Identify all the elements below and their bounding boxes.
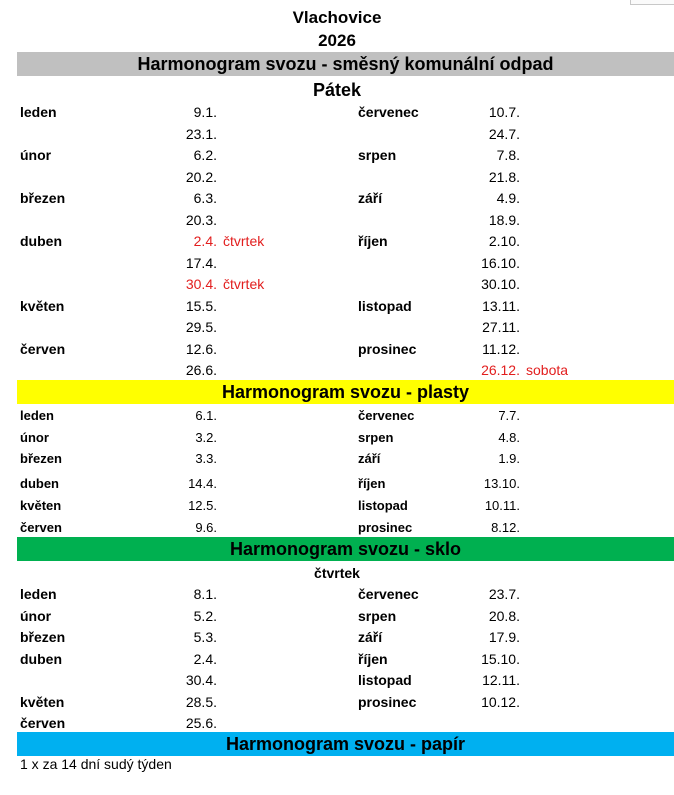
collection-date: 16.10. — [481, 254, 520, 271]
month-label: duben — [20, 476, 59, 491]
collection-date: 27.11. — [482, 319, 520, 335]
collection-date: 8.12. — [491, 520, 520, 535]
collection-date: 13.10. — [483, 476, 520, 491]
collection-date: 4.9. — [496, 190, 520, 206]
collection-date: 9.1. — [193, 104, 217, 120]
collection-date: 13.11. — [482, 297, 520, 314]
month-label: únor — [20, 607, 52, 624]
collection-date: 6.2. — [193, 147, 217, 163]
collection-date: 2.10. — [488, 233, 520, 249]
month-label: srpen — [358, 430, 394, 445]
glass-header: Harmonogram svozu - sklo — [17, 537, 674, 561]
collection-date: 4.8. — [498, 430, 520, 445]
day-change-note: sobota — [526, 362, 569, 378]
month-label: listopad — [358, 498, 408, 513]
collection-date: 3.3. — [195, 451, 217, 466]
month-label: leden — [20, 408, 54, 423]
collection-date: 2.4. — [193, 233, 217, 249]
month-label: červenec — [358, 104, 419, 120]
collection-date: 26.12. — [481, 362, 520, 378]
month-label: květen — [20, 693, 65, 710]
collection-date: 28.5. — [185, 693, 217, 710]
month-label: srpen — [358, 147, 397, 163]
glass-day-label: čtvrtek — [314, 565, 360, 581]
plastic-header: Harmonogram svozu - plasty — [17, 380, 674, 404]
month-label: září — [358, 451, 381, 466]
month-label: září — [358, 190, 383, 206]
month-label: prosinec — [358, 340, 417, 357]
collection-date: 15.5. — [185, 297, 217, 314]
collection-date: 17.9. — [488, 629, 520, 645]
month-label: prosinec — [358, 520, 413, 535]
month-label: duben — [20, 650, 62, 667]
collection-date: 18.9. — [488, 211, 520, 228]
collection-date: 6.3. — [193, 190, 217, 206]
collection-date: 26.6. — [185, 362, 217, 378]
collection-date: 23.7. — [488, 586, 520, 602]
month-label: říjen — [358, 233, 388, 249]
month-label: prosinec — [358, 693, 417, 710]
collection-date: 29.5. — [185, 319, 217, 335]
collection-date: 9.6. — [195, 520, 217, 535]
month-label: srpen — [358, 607, 397, 624]
month-label: únor — [20, 430, 49, 445]
month-label: říjen — [358, 476, 386, 491]
year-title: 2026 — [318, 31, 356, 50]
month-label: listopad — [358, 297, 412, 314]
collection-date: 30.10. — [481, 276, 520, 292]
collection-date: 10.12. — [481, 693, 520, 710]
month-label: červen — [20, 520, 62, 535]
month-label: březen — [20, 451, 62, 466]
window-corner-fragment — [630, 0, 674, 5]
mixed-waste-header: Harmonogram svozu - směsný komunální odpad — [17, 52, 674, 76]
month-label: červenec — [358, 586, 419, 602]
month-label: březen — [20, 629, 66, 645]
month-label: květen — [20, 297, 65, 314]
collection-date: 14.4. — [188, 476, 217, 491]
day-change-note: čtvrtek — [223, 276, 265, 292]
month-label: leden — [20, 104, 57, 120]
collection-date: 5.2. — [193, 607, 217, 624]
collection-date: 7.7. — [498, 408, 520, 423]
collection-date: 20.3. — [185, 211, 217, 228]
collection-date: 3.2. — [195, 430, 217, 445]
collection-date: 2.4. — [193, 650, 217, 667]
collection-date: 1.9. — [498, 451, 520, 466]
day-change-note: čtvrtek — [223, 233, 265, 249]
collection-date: 23.1. — [185, 125, 217, 142]
collection-date: 6.1. — [195, 408, 217, 423]
collection-date: 30.4. — [185, 276, 217, 292]
month-label: duben — [20, 233, 62, 249]
month-label: květen — [20, 498, 62, 513]
collection-date: 12.11. — [482, 672, 520, 688]
paper-header: Harmonogram svozu - papír — [17, 732, 674, 756]
collection-date: 25.6. — [185, 715, 217, 731]
month-label: březen — [20, 190, 66, 206]
month-label: červen — [20, 715, 66, 731]
month-label: únor — [20, 147, 52, 163]
month-label: říjen — [358, 650, 388, 667]
collection-date: 30.4. — [185, 672, 217, 688]
town-title: Vlachovice — [292, 8, 382, 27]
collection-date: 24.7. — [488, 125, 520, 142]
collection-date: 12.6. — [185, 340, 217, 357]
collection-date: 10.11. — [484, 498, 520, 513]
collection-date: 20.2. — [185, 168, 217, 185]
collection-date: 15.10. — [481, 650, 520, 667]
paper-note: 1 x za 14 dní sudý týden — [20, 756, 172, 772]
collection-date: 5.3. — [193, 629, 217, 645]
collection-date: 17.4. — [185, 254, 217, 271]
collection-date: 10.7. — [488, 104, 520, 120]
month-label: červen — [20, 340, 66, 357]
mixed-day-label: Pátek — [312, 80, 362, 100]
collection-date: 12.5. — [188, 498, 217, 513]
month-label: září — [358, 629, 383, 645]
month-label: leden — [20, 586, 57, 602]
collection-date: 20.8. — [488, 607, 520, 624]
collection-date: 21.8. — [488, 168, 520, 185]
collection-date: 8.1. — [193, 586, 217, 602]
collection-date: 11.12. — [482, 340, 520, 357]
month-label: listopad — [358, 672, 412, 688]
month-label: červenec — [358, 408, 415, 423]
collection-date: 7.8. — [496, 147, 520, 163]
